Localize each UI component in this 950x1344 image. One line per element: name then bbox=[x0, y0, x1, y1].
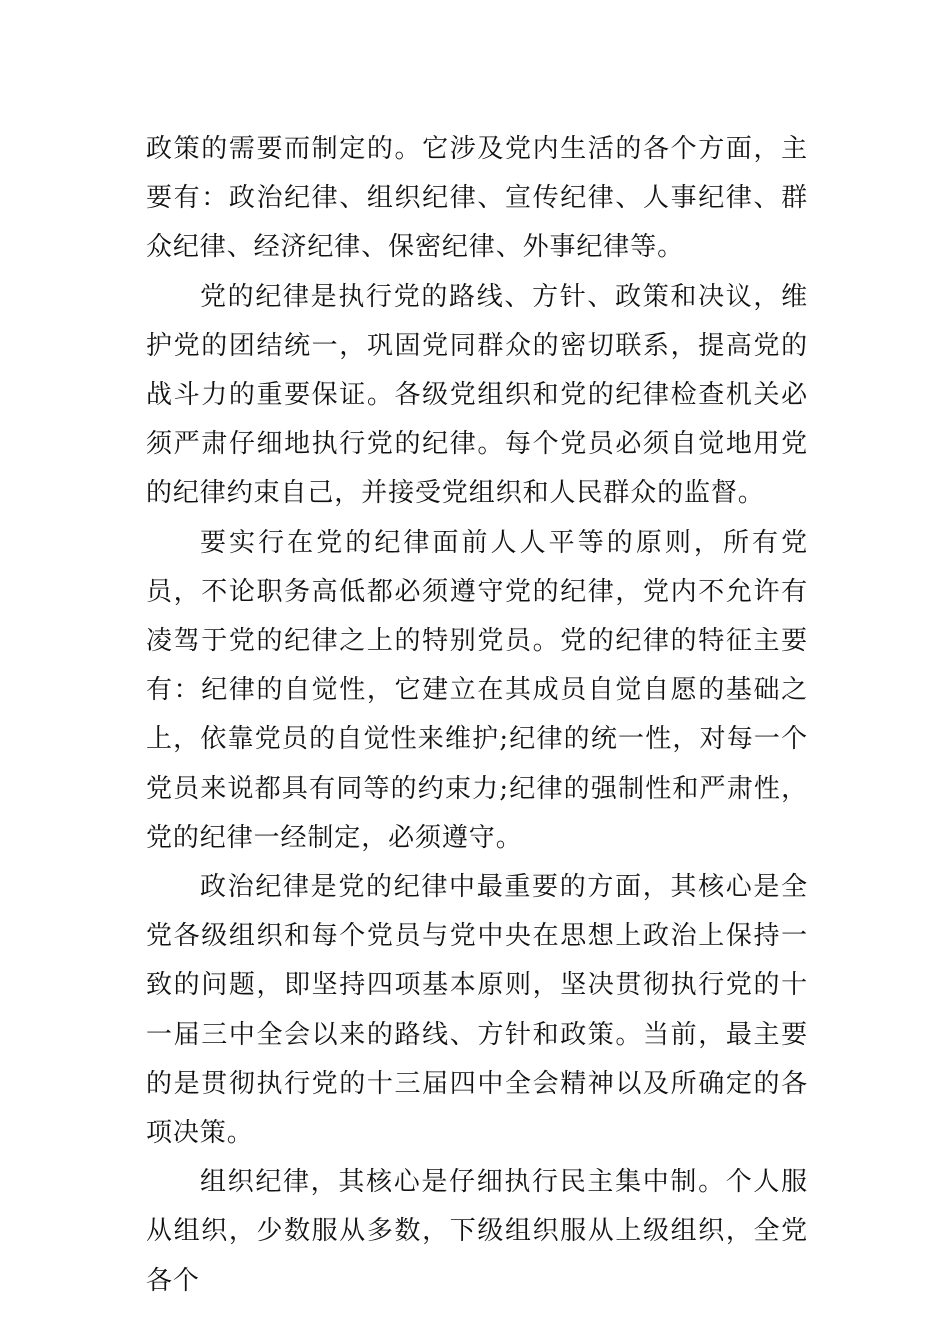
paragraph-5: 组织纪律，其核心是仔细执行民主集中制。个人服从组织，少数服从多数，下级组织服从上级组织，全党各个 bbox=[146, 1167, 808, 1296]
paragraph-3: 要实行在党的纪律面前人人平等的原则，所有党员，不论职务高低都必须遵守党的纪律，党内不允许有凌驾于党的纪律之上的特别党员。党的纪律的特征主要有：纪律的自觉性，它建立在其成员自觉自愿的基础之上，依靠党员的自觉性来维护;纪律的统一性，对每一个党员来说都具有同等的约束力;纪律的强制性和严肃性，党的纪律一经制定，必须遵守。 bbox=[146, 527, 808, 853]
paragraph-1: 政策的需要而制定的。它涉及党内生活的各个方面，主要有：政治纪律、组织纪律、宣传纪律、人事纪律、群众纪律、经济纪律、保密纪律、外事纪律等。 bbox=[146, 134, 808, 263]
body-text bbox=[146, 125, 808, 1306]
paragraph-4: 政治纪律是党的纪律中最重要的方面，其核心是全党各级组织和每个党员与党中央在思想上政治上保持一致的问题，即坚持四项基本原则，坚决贯彻执行党的十一届三中全会以来的路线、方针和政策。当前，最主要的是贯彻执行党的十三届四中全会精神以及所确定的各项决策。 bbox=[146, 872, 808, 1149]
paragraph-2: 党的纪律是执行党的路线、方针、政策和决议，维护党的团结统一，巩固党同群众的密切联系，提高党的战斗力的重要保证。各级党组织和党的纪律检查机关必须严肃仔细地执行党的纪律。每个党员必须自觉地用党的纪律约束自己，并接受党组织和人民群众的监督。 bbox=[146, 281, 808, 509]
